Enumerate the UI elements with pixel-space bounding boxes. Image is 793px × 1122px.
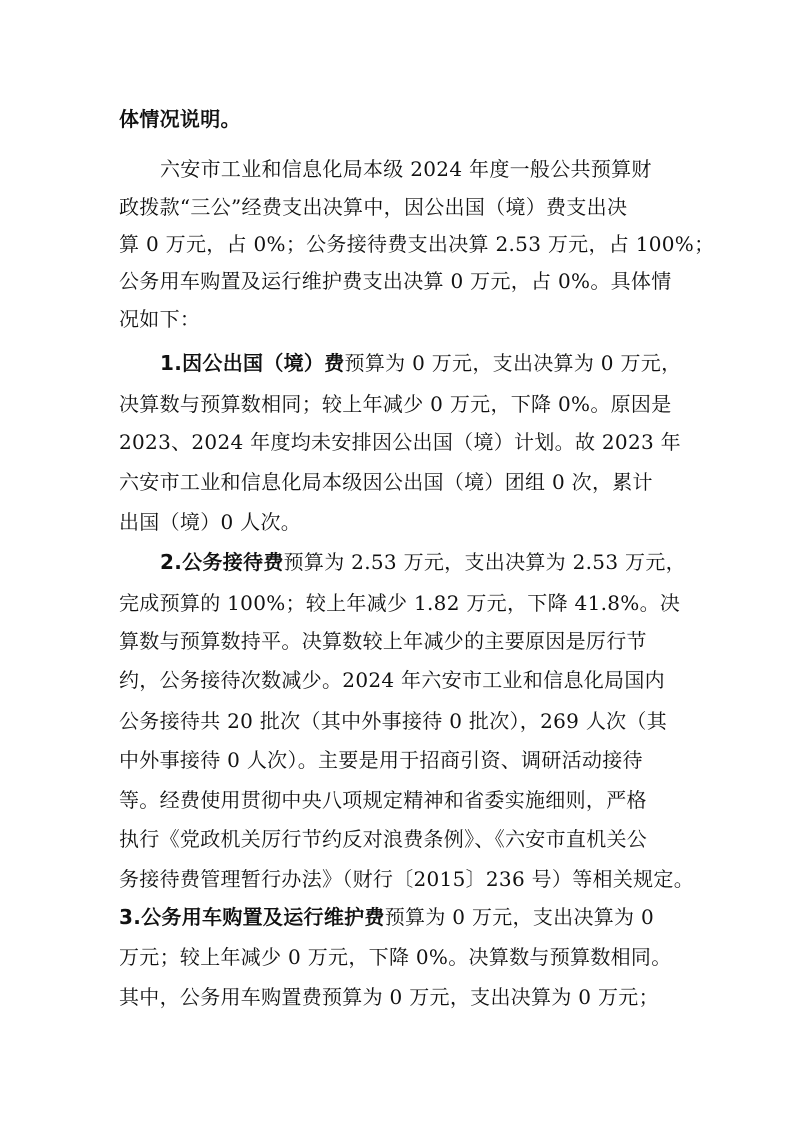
text-line — [119, 866, 695, 892]
text-span: 完成预算的 100%；较上年减少 1.82 万元，下降 41.8%。决 — [119, 591, 681, 615]
text-line — [119, 268, 679, 294]
text-span: 执行《党政机关厉行节约反对浪费条例》、《六安市直机关公 — [119, 827, 648, 851]
text-span: 算 0 万元，占 0%；公务接待费支出决算 2.53 万元，占 100%； — [119, 232, 715, 256]
text-line — [160, 156, 680, 182]
text-span: 等。经费使用贯彻中央八项规定精神和省委实施细则，严格 — [119, 788, 647, 812]
text-line — [119, 628, 679, 654]
section-heading: 2.公务接待费 — [160, 550, 284, 574]
text-line — [119, 984, 679, 1010]
text-span: 万元；较上年减少 0 万元，下降 0%。决算数与预算数相同。 — [119, 945, 672, 969]
text-span: 务接待费管理暂行办法》（财行〔2015〕236 号）等相关规定。 — [119, 867, 695, 891]
text-span: 公务接待共 20 批次（其中外事接待 0 批次），269 人次（其 — [119, 709, 668, 733]
text-line — [119, 106, 679, 132]
text-span: 决算数与预算数相同；较上年减少 0 万元，下降 0%。原因是 — [119, 392, 672, 416]
text-span: 中外事接待 0 人次）。主要是用于招商引资、调研活动接待 — [119, 748, 643, 772]
text-span: 其中，公务用车购置费预算为 0 万元，支出决算为 0 万元； — [119, 985, 659, 1009]
text-span: 六安市工业和信息化局本级因公出国（境）团组 0 次，累计 — [119, 470, 653, 494]
section-heading: 1.因公出国（境）费 — [160, 351, 345, 375]
text-line — [119, 306, 679, 332]
text-line — [119, 509, 679, 535]
text-line — [160, 350, 680, 376]
text-span: 六安市工业和信息化局本级 2024 年度一般公共预算财 — [160, 157, 652, 181]
text-line — [119, 429, 679, 455]
text-line — [119, 708, 679, 734]
text-span: 预算为 0 万元，支出决算为 0 万元， — [344, 351, 682, 375]
text-line — [119, 194, 679, 220]
text-span: 约，公务接待次数减少。2024 年六安市工业和信息化局国内 — [119, 668, 665, 692]
text-span: 预算为 0 万元，支出决算为 0 — [384, 905, 655, 929]
text-line — [119, 747, 679, 773]
text-line — [119, 391, 679, 417]
text-span: 况如下： — [119, 307, 201, 331]
text-line — [119, 944, 679, 970]
text-span: 政拨款“三公”经费支出决算中，因公出国（境）费支出决 — [119, 195, 628, 219]
text-line — [119, 787, 679, 813]
text-line — [119, 469, 679, 495]
text-line — [119, 667, 679, 693]
text-line — [119, 590, 679, 616]
text-line — [119, 826, 679, 852]
section-heading: 3.公务用车购置及运行维护费 — [119, 905, 385, 929]
text-line — [160, 549, 686, 575]
text-span: 公务用车购置及运行维护费支出决算 0 万元，占 0%。具体情 — [119, 269, 672, 293]
text-span: 预算为 2.53 万元，支出决算为 2.53 万元， — [283, 550, 686, 574]
text-span: 2023、2024 年度均未安排因公出国（境）计划。故 2023 年 — [119, 430, 681, 454]
text-span: 出国（境）0 人次。 — [119, 510, 302, 534]
text-line — [119, 231, 715, 257]
text-span: 算数与预算数持平。决算数较上年减少的主要原因是厉行节 — [119, 629, 647, 653]
text-span-bold: 体情况说明。 — [119, 107, 241, 131]
text-line — [119, 904, 679, 930]
